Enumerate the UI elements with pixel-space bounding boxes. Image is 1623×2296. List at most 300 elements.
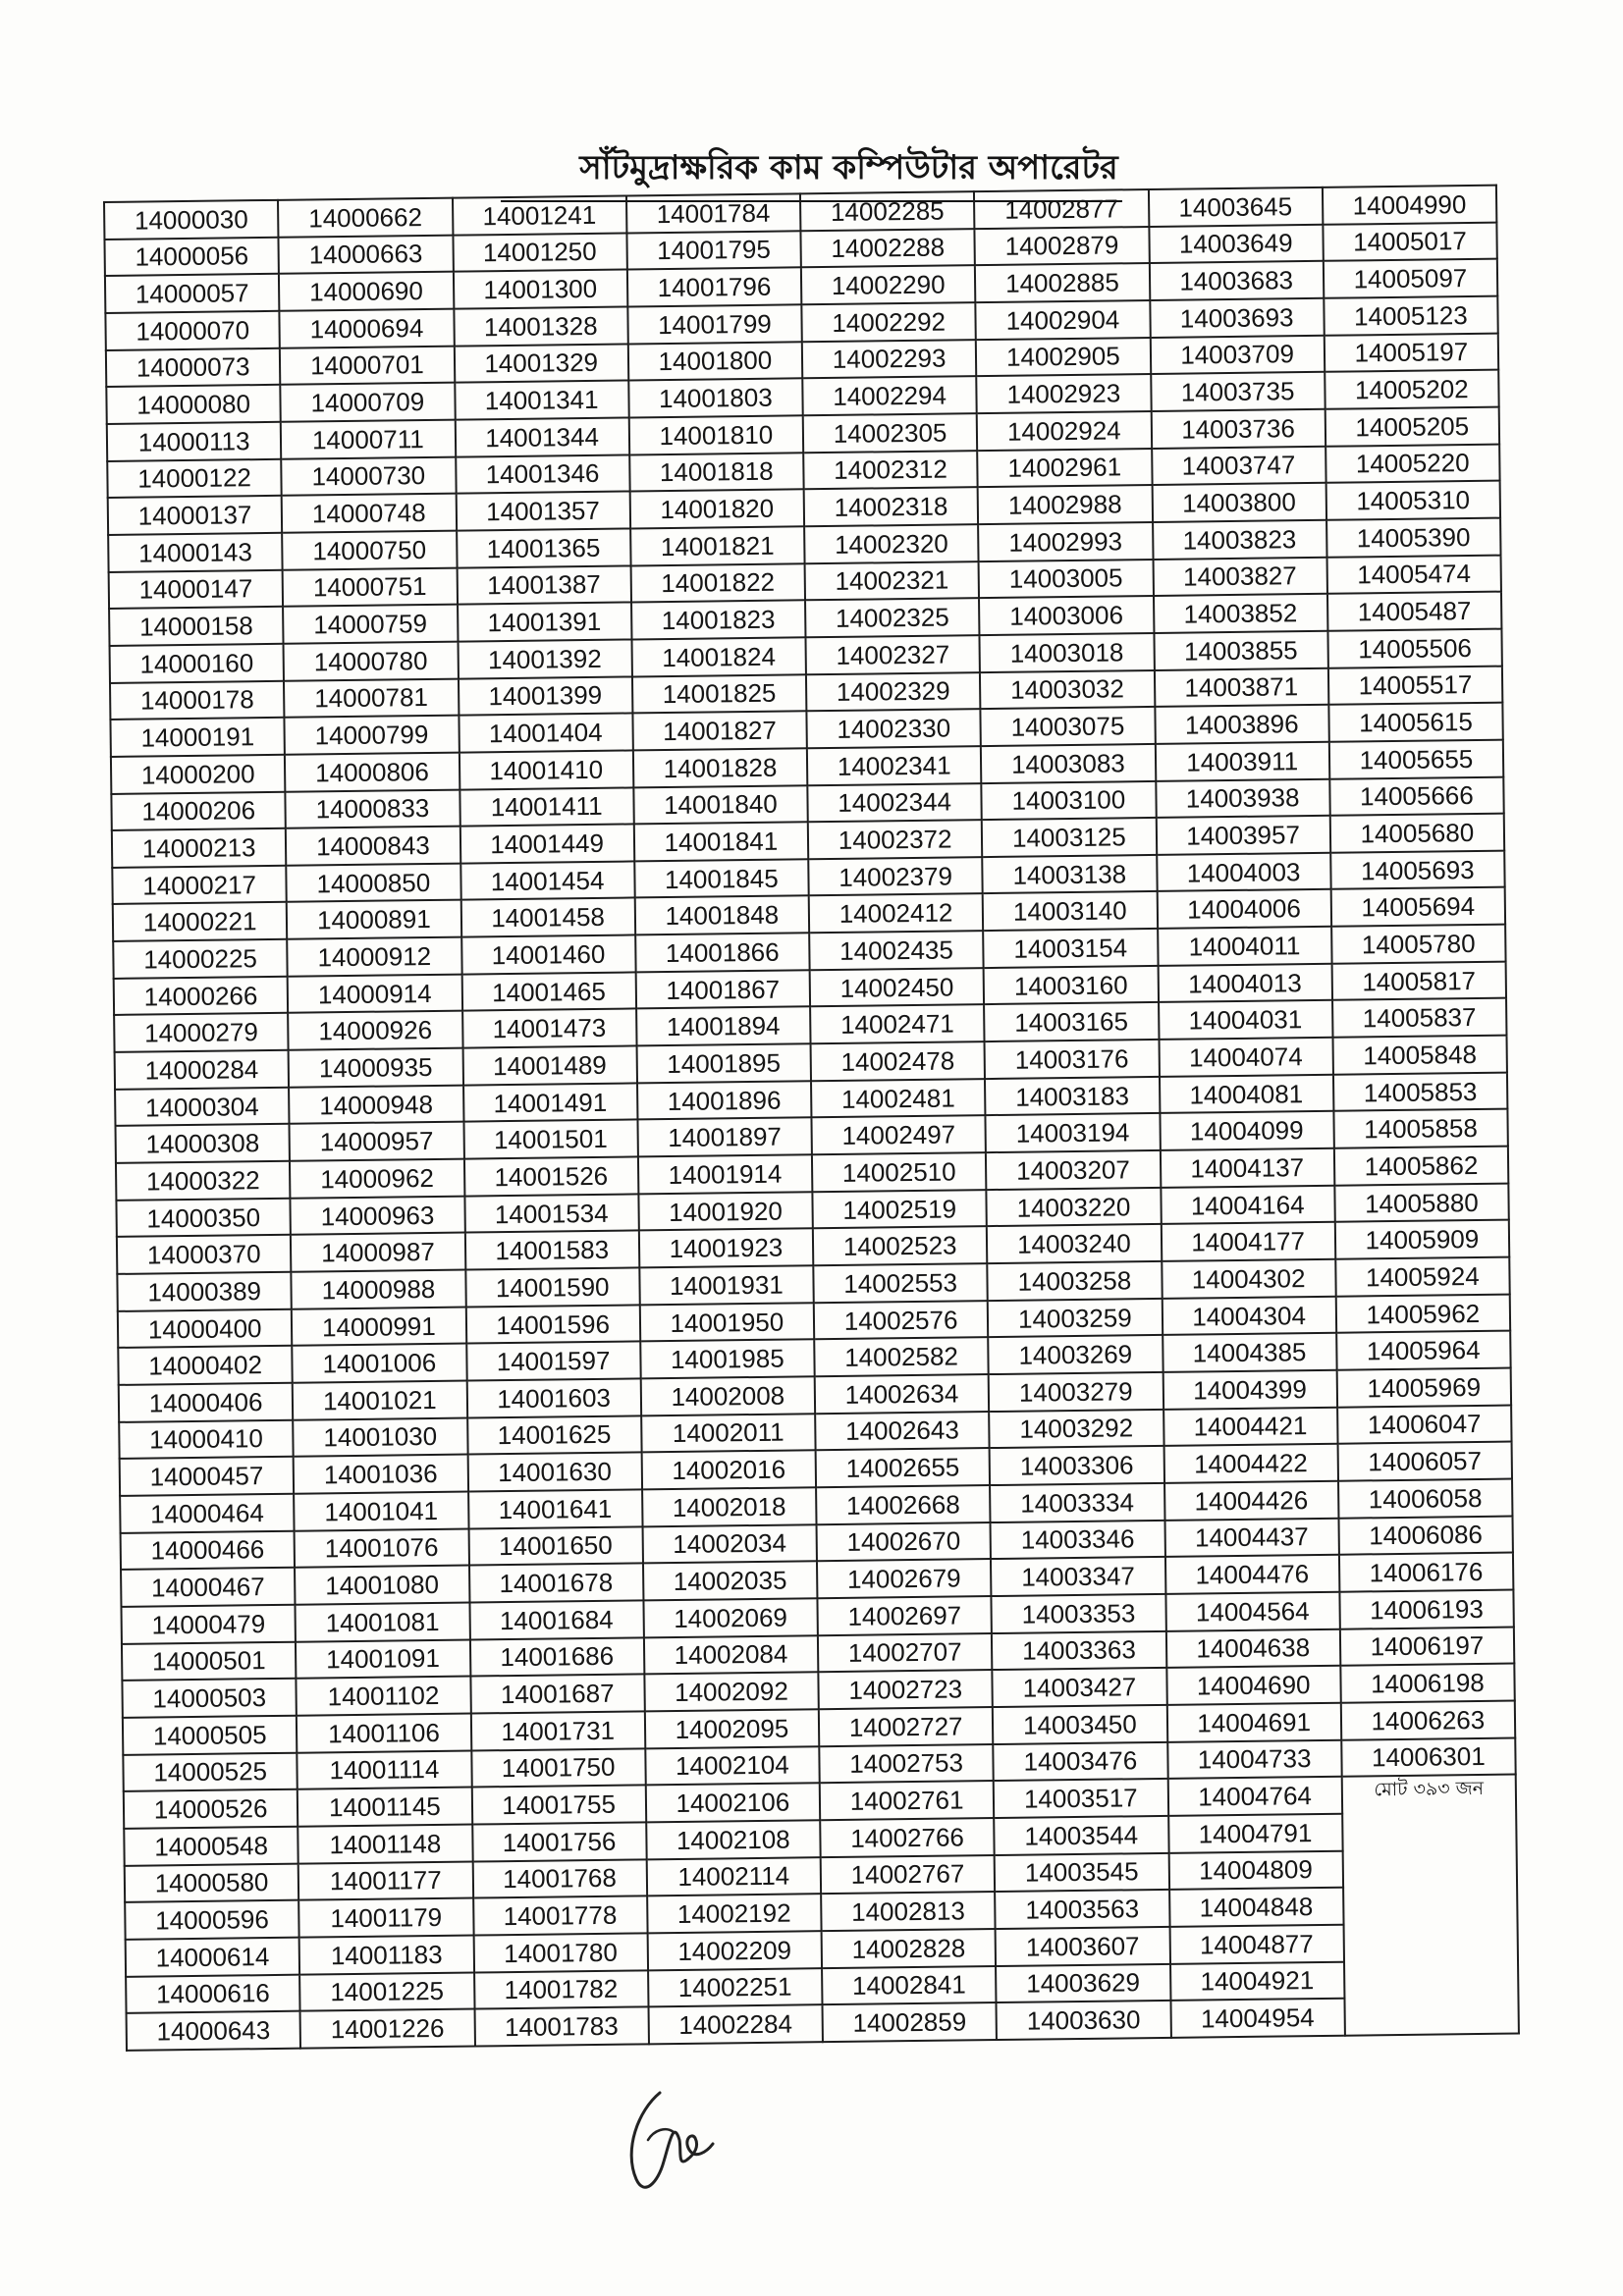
roll-number-cell: 14001590 (465, 1267, 640, 1307)
roll-number-cell: 14001803 (628, 379, 803, 418)
roll-number-cell: 14001985 (640, 1340, 815, 1379)
roll-number-cell: 14005924 (1335, 1257, 1510, 1297)
roll-number-cell: 14004921 (1170, 1961, 1345, 2001)
roll-number-cell: 14000935 (289, 1048, 463, 1088)
roll-number-cell: 14001782 (474, 1970, 649, 2009)
roll-number-cell: 14000963 (291, 1196, 465, 1235)
roll-number-cell: 14002519 (812, 1190, 987, 1229)
roll-number-cell: 14001840 (633, 785, 808, 825)
roll-number-cell: 14000213 (112, 828, 287, 868)
roll-number-cell: 14001897 (637, 1118, 812, 1157)
roll-number-cell: 14001756 (472, 1822, 647, 1861)
roll-number-cell: 14002114 (646, 1857, 821, 1896)
roll-number-cell: 14005853 (1333, 1072, 1508, 1111)
roll-number-cell: 14000525 (123, 1752, 298, 1791)
roll-number-cell: 14002576 (814, 1301, 989, 1340)
roll-number-cell: 14005655 (1329, 739, 1504, 778)
roll-number-cell: 14005837 (1332, 998, 1507, 1038)
roll-number-cell: 14005220 (1325, 444, 1500, 483)
roll-number-cell: 14003292 (989, 1410, 1163, 1449)
roll-number-cell: 14003476 (994, 1741, 1168, 1781)
roll-number-cell: 14002095 (645, 1709, 820, 1748)
roll-number-cell: 14001795 (626, 231, 801, 270)
roll-number-cell: 14005202 (1325, 370, 1499, 409)
roll-number-cell: 14002905 (976, 338, 1151, 377)
roll-number-cell: 14003427 (993, 1668, 1167, 1707)
roll-number-cell: 14000158 (109, 607, 284, 646)
roll-number-cell: 14001225 (299, 1972, 474, 2011)
roll-number-cell: 14000709 (281, 383, 456, 422)
roll-number-cell: 14002294 (802, 376, 977, 415)
roll-number-cell: 14000957 (290, 1122, 464, 1161)
roll-number-cell: 14005017 (1323, 222, 1497, 261)
roll-number-cell: 14001686 (469, 1637, 644, 1677)
document-title-text: সাঁটমুদ্রাক্ষরিক কাম কম্পিউটার অপারেটর (501, 142, 1121, 202)
roll-number-cell: 14000850 (287, 863, 461, 902)
roll-number-cell: 14001894 (636, 1007, 811, 1046)
roll-number-cell: 14005390 (1326, 518, 1501, 558)
roll-number-cell: 14002293 (802, 340, 977, 379)
roll-number-cell: 14001410 (459, 750, 633, 789)
roll-number-cell: 14004399 (1163, 1370, 1337, 1410)
roll-number-cell: 14002761 (820, 1781, 995, 1820)
roll-number-cell: 14001823 (631, 601, 806, 640)
roll-number-cell: 14003154 (983, 929, 1158, 968)
roll-number-cell: 14003800 (1152, 483, 1326, 522)
roll-number-cell: 14001841 (634, 822, 809, 861)
roll-number-cell: 14003018 (980, 633, 1155, 672)
roll-number-cell: 14000988 (292, 1270, 466, 1309)
roll-number-cell: 14002885 (975, 263, 1150, 302)
roll-number-cell: 14003871 (1154, 667, 1328, 707)
roll-number-cell: 14002292 (801, 302, 976, 342)
roll-number-cell: 14005487 (1327, 592, 1502, 631)
roll-number-cell: 14001114 (298, 1750, 472, 1789)
roll-number-cell: 14005197 (1325, 333, 1499, 372)
roll-number-cell: 14006058 (1338, 1479, 1513, 1519)
roll-number-cell: 14002478 (811, 1041, 986, 1081)
roll-number-cell: 14000080 (106, 385, 281, 424)
roll-number-cell: 14002290 (801, 265, 976, 304)
roll-number-cell: 14005123 (1324, 296, 1498, 336)
roll-number-cell: 14000457 (120, 1457, 295, 1496)
roll-number-cell: 14000464 (120, 1494, 295, 1533)
roll-number-cell: 14003334 (990, 1483, 1164, 1522)
roll-number-cell: 14000806 (285, 752, 460, 791)
roll-number-cell: 14005517 (1328, 666, 1503, 705)
roll-number-cell: 14002924 (977, 411, 1152, 451)
roll-number-cell: 14000279 (114, 1013, 289, 1052)
roll-number-cell: 14004426 (1164, 1481, 1339, 1521)
roll-number-cell: 14002284 (648, 2004, 823, 2044)
roll-number-cell: 14002767 (821, 1855, 996, 1895)
roll-number-cell: 14001328 (454, 306, 628, 346)
roll-number-cell: 14002435 (809, 931, 984, 970)
roll-number-cell: 14001923 (639, 1229, 814, 1268)
roll-number-cell: 14001526 (463, 1156, 638, 1196)
roll-number-cell: 14003353 (992, 1594, 1166, 1633)
roll-number-cell: 14003075 (981, 707, 1156, 746)
roll-number-cell: 14002877 (974, 189, 1149, 229)
roll-number-cell: 14005680 (1329, 814, 1504, 853)
roll-number-cell: 14000891 (287, 900, 461, 939)
roll-number-cell: 14001799 (627, 304, 802, 344)
roll-number-cell: 14003823 (1153, 520, 1327, 560)
roll-number-cell: 14001148 (298, 1824, 472, 1863)
roll-number-cell: 14000690 (279, 272, 454, 311)
roll-number-cell: 14004691 (1166, 1703, 1341, 1742)
roll-number-cell: 14001454 (460, 861, 635, 900)
roll-number-cell: 14004421 (1163, 1407, 1338, 1446)
roll-number-cell: 14001914 (638, 1154, 813, 1194)
roll-number-cell: 14000178 (110, 680, 285, 720)
roll-number-cell: 14001650 (468, 1526, 643, 1566)
roll-number-cell: 14002766 (820, 1818, 995, 1857)
roll-number-cell: 14003363 (992, 1630, 1166, 1670)
roll-number-cell: 14003544 (994, 1816, 1168, 1855)
roll-number-cell: 14001344 (455, 417, 629, 456)
roll-number-cell: 14000225 (113, 939, 288, 979)
roll-number-cell: 14005666 (1329, 776, 1504, 816)
roll-number-cell: 14001346 (456, 454, 630, 494)
roll-number-cell: 14000526 (124, 1789, 298, 1829)
roll-number-cell: 14004013 (1158, 964, 1332, 1003)
roll-number-cell: 14001076 (295, 1528, 469, 1568)
roll-number-cell: 14002341 (807, 746, 982, 785)
roll-number-cell: 14000406 (119, 1383, 294, 1422)
roll-number-cell: 14000799 (285, 716, 460, 755)
roll-number-cell: 14002813 (821, 1892, 996, 1931)
roll-number-cell: 14001684 (469, 1600, 644, 1639)
roll-number-cell: 14002961 (977, 449, 1152, 488)
roll-number-cell: 14001625 (467, 1415, 642, 1455)
roll-number-cell: 14000662 (278, 198, 453, 238)
roll-number-cell: 14004848 (1169, 1888, 1344, 1927)
roll-number-cell: 14005205 (1325, 407, 1499, 447)
roll-number-cell: 14006047 (1337, 1405, 1512, 1444)
roll-number-cell: 14000987 (291, 1233, 465, 1272)
roll-number-cell: 14001920 (638, 1192, 813, 1231)
roll-number-cell: 14000350 (116, 1198, 291, 1237)
roll-number-cell: 14002312 (803, 451, 978, 490)
roll-number-cell: 14003176 (985, 1040, 1160, 1079)
roll-number-cell: 14002450 (810, 968, 985, 1007)
roll-number-cell: 14001465 (461, 972, 636, 1011)
roll-number-cell: 14004564 (1165, 1592, 1340, 1631)
roll-number-cell: 14003160 (984, 966, 1159, 1005)
roll-number-cell: 14002634 (815, 1374, 990, 1414)
roll-number-cell: 14001950 (640, 1303, 815, 1342)
roll-number-cell: 14002988 (978, 485, 1153, 524)
roll-number-cell: 14000730 (281, 456, 456, 496)
roll-number-cell: 14001687 (470, 1675, 645, 1714)
roll-number-cell: 14002753 (819, 1744, 994, 1784)
roll-number-cell: 14001630 (467, 1453, 642, 1492)
roll-number-cell: 14001458 (460, 898, 635, 937)
roll-number-cell: 14001329 (454, 344, 628, 383)
roll-number-cell: 14000914 (288, 974, 462, 1013)
roll-number-cell: 14005862 (1334, 1147, 1509, 1186)
roll-number-cell: 14002879 (975, 227, 1150, 266)
roll-number-cell: 14004422 (1163, 1444, 1338, 1483)
roll-number-cell: 14003630 (997, 2001, 1171, 2040)
roll-number-cell: 14001597 (466, 1342, 641, 1381)
roll-number-cell: 14000912 (287, 937, 461, 977)
roll-number-cell: 14002251 (648, 1968, 823, 2007)
roll-number-cell: 14000694 (280, 309, 455, 348)
roll-number-cell: 14001341 (455, 381, 629, 420)
roll-number-cell: 14000843 (286, 827, 460, 866)
roll-number-cell: 14000780 (284, 641, 459, 680)
roll-number-cell: 14001145 (298, 1788, 472, 1827)
roll-number-cell: 14001731 (470, 1711, 645, 1750)
roll-number-cell: 14001179 (298, 1898, 473, 1938)
roll-number-cell: 14001931 (639, 1265, 814, 1305)
roll-number-cell: 14004764 (1167, 1777, 1342, 1816)
roll-number-cell: 14002670 (817, 1522, 992, 1562)
roll-number-cell: 14003005 (979, 560, 1154, 599)
roll-number-cell: 14000056 (104, 237, 279, 276)
roll-number-cell: 14000073 (106, 347, 281, 387)
roll-number-cell: 14000580 (125, 1863, 299, 1902)
roll-number-cell: 14000505 (123, 1716, 298, 1755)
roll-number-cell: 14004011 (1158, 927, 1332, 966)
roll-number-cell: 14003347 (991, 1557, 1165, 1596)
roll-number-cell: 14005817 (1331, 961, 1506, 1000)
roll-number-cell: 14000284 (115, 1050, 290, 1090)
roll-number-cell: 14002643 (815, 1412, 990, 1451)
roll-number-cell: 14002497 (811, 1115, 986, 1154)
roll-number-cell: 14001006 (293, 1344, 467, 1383)
roll-number-cell: 14003006 (979, 596, 1154, 635)
roll-number-cell: 14003258 (988, 1261, 1163, 1301)
roll-number-cell: 14001603 (466, 1378, 641, 1417)
roll-number-cell: 14001080 (295, 1566, 469, 1605)
roll-number-cell: 14000926 (288, 1011, 462, 1050)
roll-number-cell: 14003100 (982, 780, 1157, 820)
roll-number-cell: 14002582 (814, 1337, 989, 1376)
roll-number-cell: 14001449 (460, 825, 634, 864)
roll-number-cell: 14003140 (983, 891, 1158, 931)
signature (619, 2081, 717, 2199)
roll-number-cell: 14000596 (125, 1900, 299, 1940)
roll-number-cell: 14000548 (124, 1827, 298, 1866)
roll-number-cell: 14001825 (632, 674, 807, 714)
roll-number-cell: 14001091 (296, 1639, 470, 1679)
roll-number-cell: 14002697 (817, 1596, 992, 1635)
roll-number-cell: 14002092 (644, 1672, 819, 1711)
roll-number-cell: 14000751 (283, 567, 458, 607)
roll-number-cell: 14002016 (641, 1451, 816, 1490)
roll-number-cell: 14004638 (1165, 1629, 1340, 1668)
roll-number-cell: 14002655 (816, 1448, 991, 1487)
roll-number-cell: 14001867 (635, 970, 810, 1009)
roll-number-cell: 14004031 (1159, 1000, 1333, 1040)
roll-number-cell: 14003563 (995, 1890, 1169, 1929)
roll-number-cell: 14002344 (807, 783, 982, 823)
roll-number-cell: 14001036 (294, 1455, 468, 1494)
roll-number-cell: 14000057 (105, 274, 280, 313)
roll-number-cell: 14004177 (1161, 1222, 1335, 1261)
roll-number-cell: 14000400 (118, 1308, 293, 1348)
roll-number-cell: 14001501 (463, 1120, 638, 1159)
roll-number-cell: 14003346 (991, 1521, 1165, 1560)
roll-number-cell: 14000113 (107, 422, 282, 461)
roll-number-cell: 14000266 (114, 977, 289, 1016)
roll-number-cell: 14001241 (452, 195, 626, 235)
roll-number-cell: 14003649 (1149, 224, 1324, 263)
roll-number-cell: 14000467 (121, 1568, 296, 1607)
roll-number-cell: 14002723 (818, 1670, 993, 1709)
roll-number-cell: 14001800 (628, 342, 803, 381)
roll-number-cell: 14001895 (636, 1043, 811, 1083)
roll-number-cell: 14003735 (1151, 372, 1325, 411)
roll-number-cell: 14001641 (468, 1489, 643, 1528)
roll-number-cell: 14001822 (630, 563, 805, 603)
roll-number-cell: 14003855 (1154, 631, 1328, 670)
roll-number-cell: 14003165 (984, 1002, 1159, 1041)
roll-number-cell: 14000200 (111, 755, 286, 794)
roll-number-cell: 14006197 (1340, 1627, 1515, 1666)
roll-number-cell: 14001755 (471, 1786, 646, 1825)
roll-number-cell: 14005097 (1324, 259, 1498, 298)
roll-number-cell: 14003911 (1155, 742, 1329, 781)
roll-number-cell: 14001848 (634, 896, 809, 935)
roll-number-cell: 14005474 (1326, 555, 1501, 594)
roll-number-cell: 14001081 (296, 1602, 470, 1641)
roll-number-cell: 14001824 (631, 637, 806, 676)
roll-number-cell: 14005962 (1335, 1294, 1510, 1333)
roll-number-cell: 14002330 (806, 709, 981, 748)
roll-number-cell: 14005848 (1332, 1036, 1507, 1075)
roll-number-cell: 14000616 (126, 1974, 300, 2013)
roll-number-cell: 14003240 (987, 1224, 1162, 1263)
roll-number-cell: 14000206 (111, 791, 286, 830)
roll-number-cell: 14001768 (472, 1859, 647, 1898)
roll-number-cell: 14004437 (1164, 1518, 1339, 1557)
roll-number-cell: 14002828 (822, 1929, 997, 1968)
roll-number-cell: 14000304 (115, 1088, 290, 1127)
roll-number-cell: 14000962 (290, 1159, 464, 1199)
roll-number-cell: 14000122 (107, 458, 282, 498)
roll-number-cell: 14004137 (1160, 1148, 1334, 1188)
roll-number-cell: 14003896 (1155, 705, 1329, 744)
roll-number-cell: 14002069 (643, 1598, 818, 1637)
roll-number-cell: 14003607 (996, 1927, 1170, 1966)
roll-number-cell: 14001845 (634, 859, 809, 898)
roll-number-cell: 14002510 (812, 1152, 987, 1192)
roll-number-cell: 14001399 (458, 676, 632, 716)
roll-number-cell: 14000466 (121, 1530, 296, 1570)
roll-number-cell: 14001387 (457, 565, 631, 605)
roll-number-cell: 14001300 (453, 270, 627, 309)
roll-number-cell: 14002327 (805, 635, 980, 674)
roll-number-cell: 14002034 (642, 1524, 817, 1564)
roll-number-cell: 14000221 (113, 902, 288, 941)
roll-number-cell: 14001784 (626, 193, 801, 233)
roll-number-cell: 14002993 (978, 522, 1153, 561)
roll-number-cell: 14000389 (117, 1272, 292, 1311)
roll-number-cell: 14003032 (980, 669, 1155, 709)
roll-number-cell: 14006301 (1341, 1737, 1516, 1777)
roll-number-cell: 14002727 (819, 1707, 994, 1746)
roll-number-cell: 14002923 (976, 374, 1151, 413)
roll-number-cell: 14002288 (800, 229, 975, 268)
roll-number-cell: 14001828 (633, 748, 808, 787)
roll-number-cell: 14000143 (108, 533, 283, 572)
roll-number-cell: 14000501 (122, 1641, 297, 1681)
roll-number-cell: 14001391 (458, 603, 632, 642)
roll-number-cell: 14002553 (813, 1263, 988, 1303)
roll-number-cell: 14001583 (464, 1231, 639, 1270)
roll-number-cell: 14000322 (116, 1161, 291, 1201)
roll-number-cell: 14003306 (990, 1446, 1164, 1485)
roll-number-cell: 14005693 (1330, 850, 1505, 889)
roll-number-cell: 14003645 (1148, 187, 1323, 227)
roll-number-cell: 14001780 (473, 1933, 648, 1972)
roll-number-cell: 14006263 (1341, 1700, 1516, 1739)
roll-number-cell: 14003138 (982, 855, 1157, 894)
roll-number-cell: 14003450 (993, 1705, 1167, 1744)
roll-number-cell: 14000402 (118, 1346, 293, 1385)
roll-number-cell: 14001460 (461, 935, 636, 975)
roll-number-cell: 14000191 (110, 718, 285, 757)
roll-number-cell: 14002035 (643, 1562, 818, 1601)
roll-number-cell: 14001404 (459, 714, 633, 753)
roll-number-cell: 14002318 (804, 487, 979, 526)
roll-number-cell: 14004302 (1162, 1259, 1336, 1299)
roll-number-cell: 14002523 (813, 1226, 988, 1265)
roll-number-cell: 14004081 (1159, 1075, 1333, 1114)
roll-number-cell: 14003747 (1152, 446, 1326, 485)
roll-number-cell: 14002011 (641, 1414, 816, 1453)
roll-number-cell: 14006057 (1337, 1442, 1512, 1481)
roll-number-cell: 14001534 (464, 1194, 639, 1233)
roll-number-cell: 14000030 (104, 200, 279, 240)
roll-number-cell: 14001778 (473, 1896, 648, 1936)
roll-number-cell: 14003683 (1149, 261, 1324, 300)
roll-number-cell: 14003259 (988, 1299, 1163, 1338)
roll-number-cell: 14004385 (1163, 1333, 1337, 1372)
roll-number-cell: 14006086 (1338, 1516, 1513, 1555)
roll-number-cell: 14002106 (646, 1783, 821, 1822)
roll-number-cell: 14005969 (1336, 1368, 1511, 1408)
roll-number-cell: 14005310 (1325, 481, 1500, 520)
roll-number-cell: 14002471 (810, 1005, 985, 1044)
roll-number-cell: 14002084 (644, 1635, 819, 1675)
total-count-cell: মোট ৩৯৩ জন (1341, 1775, 1518, 2036)
roll-number-cell: 14004809 (1168, 1850, 1343, 1890)
roll-number-cell: 14000160 (110, 644, 285, 683)
roll-number-cell: 14004304 (1162, 1296, 1336, 1335)
roll-number-cell: 14002209 (647, 1931, 822, 1970)
roll-number-cell: 14002379 (808, 857, 983, 896)
roll-number-table (103, 185, 1520, 2052)
roll-number-cell: 14005880 (1334, 1183, 1509, 1222)
roll-number-cell: 14001820 (629, 490, 804, 529)
roll-number-cell: 14004954 (1170, 1999, 1345, 2038)
roll-number-cell: 14004099 (1160, 1111, 1334, 1150)
roll-number-cell: 14001810 (628, 415, 803, 454)
roll-number-cell: 14001491 (463, 1083, 638, 1122)
roll-number-cell: 14002285 (800, 191, 975, 231)
roll-number-cell: 14000663 (279, 235, 454, 274)
roll-number-cell: 14001489 (462, 1046, 637, 1086)
roll-number-cell: 14002481 (811, 1079, 986, 1118)
roll-number-cell: 14000614 (126, 1938, 300, 1977)
roll-number-cell: 14003125 (982, 818, 1157, 857)
roll-number-cell: 14002329 (806, 672, 981, 712)
